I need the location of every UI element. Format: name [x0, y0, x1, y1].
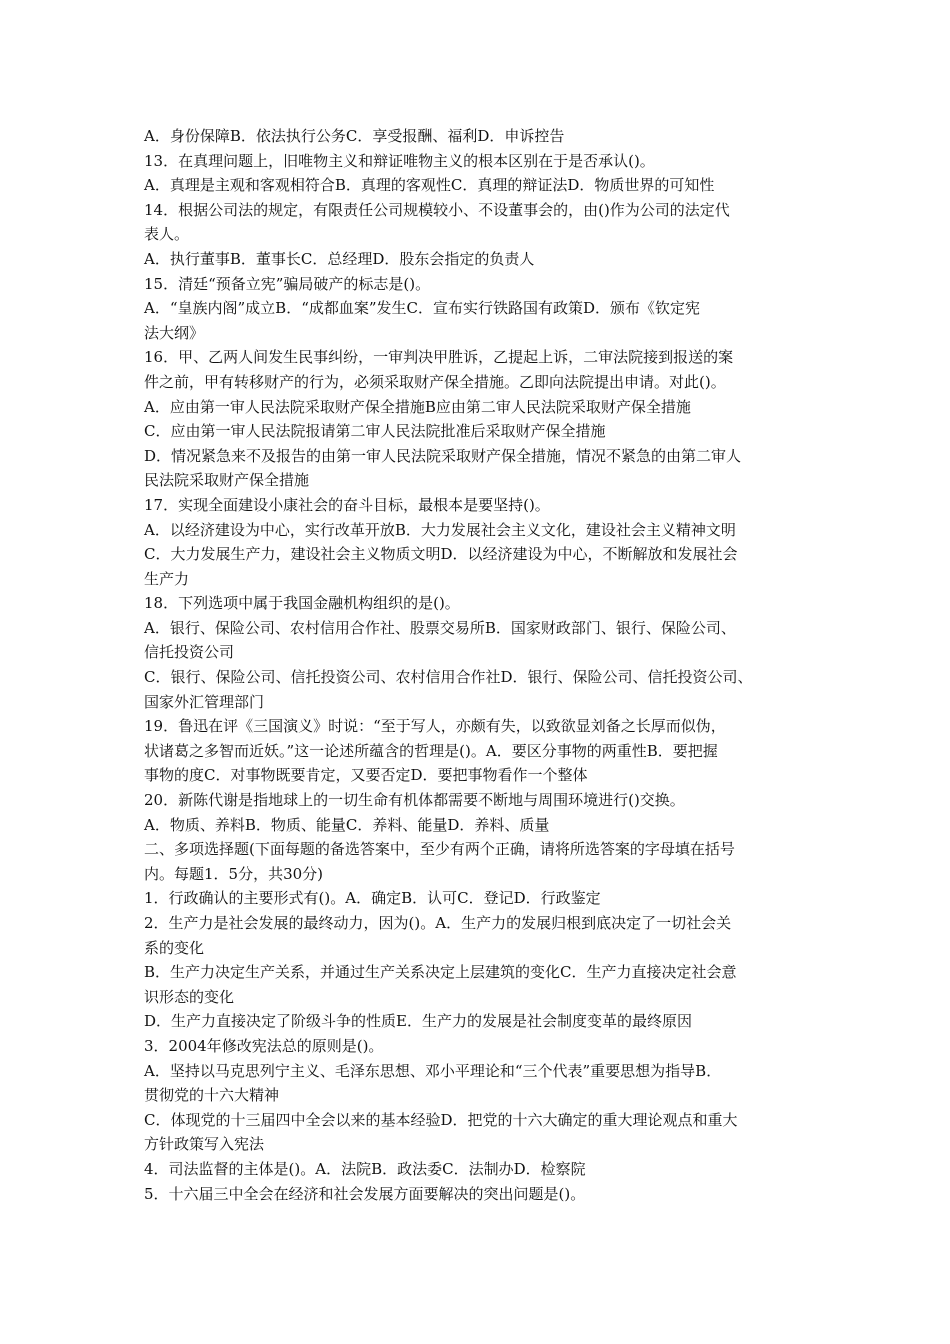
text-line: 识形态的变化: [144, 987, 235, 1006]
text-line: 二、多项选择题(下面每题的备选答案中，至少有两个正确，请将所选答案的字母填在括号: [144, 840, 735, 859]
text-line: 20．新陈代谢是指地球上的一切生命有机体都需要不断地与周围环境进行()交换。: [144, 791, 685, 810]
text-line: C．大力发展生产力，建设社会主义物质文明D．以经济建设为中心，不断解放和发展社会: [144, 545, 738, 564]
text-line: D．生产力直接决定了阶级斗争的性质E．生产力的发展是社会制度变革的最终原因: [144, 1012, 692, 1031]
text-line: A．物质、养料B．物质、能量C．养料、能量D．养料、质量: [144, 815, 550, 834]
text-line: 状诸葛之多智而近妖。”这一论述所蕴含的哲理是()。A．要区分事物的两重性B．要把握: [144, 741, 718, 760]
text-line: 系的变化: [144, 938, 205, 957]
text-line: A．身份保障B．依法执行公务C．享受报酬、福利D．申诉控告: [144, 127, 565, 145]
text-line: 18．下列选项中属于我国金融机构组织的是()。: [144, 594, 460, 613]
text-line: 贯彻党的十六大精神: [144, 1086, 280, 1105]
text-line: 信托投资公司: [144, 643, 235, 662]
document-body: [144, 124, 822, 1206]
text-line: 5．十六届三中全会在经济和社会发展方面要解决的突出问题是()。: [144, 1184, 586, 1203]
text-line: 16．甲、乙两人间发生民事纠纷，一审判决甲胜诉，乙提起上诉，二审法院接到报送的案: [144, 348, 734, 367]
text-line: 3．2004年修改宪法总的原则是()。: [144, 1036, 384, 1055]
text-line: B．生产力决定生产关系，并通过生产关系决定上层建筑的变化C．生产力直接决定社会意: [144, 963, 737, 982]
text-line: A．“皇族内阁”成立B．“成都血案”发生C．宣布实行铁路国有政策D．颁布《钦定宪: [144, 299, 701, 318]
text-line: 内。每题1．5分，共30分): [144, 864, 324, 883]
text-line: 1．行政确认的主要形式有()。A．确定B．认可C．登记D．行政鉴定: [144, 889, 601, 908]
text-line: A．执行董事B．董事长C．总经理D．股东会指定的负责人: [144, 249, 535, 268]
text-line: 法大纲》: [144, 323, 205, 342]
text-line: 方针政策写入宪法: [144, 1135, 265, 1154]
text-line: 生产力: [144, 569, 190, 588]
text-line: 4．司法监督的主体是()。A．法院B．政法委C．法制办D．检察院: [144, 1159, 586, 1178]
text-line: 表人。: [144, 225, 190, 244]
text-line: 民法院采取财产保全措施: [144, 471, 310, 490]
text-line: 2．生产力是社会发展的最终动力，因为()。A．生产力的发展归根到底决定了一切社会关: [144, 914, 732, 932]
text-line: 13．在真理问题上，旧唯物主义和辩证唯物主义的根本区别在于是否承认()。: [144, 151, 655, 170]
text-line: 14．根据公司法的规定，有限责任公司规模较小、不设董事会的，由()作为公司的法定代: [144, 200, 730, 219]
text-line: A．应由第一审人民法院采取财产保全措施B应由第二审人民法院采取财产保全措施: [144, 397, 691, 416]
text-line: A．银行、保险公司、农村信用合作社、股票交易所B．国家财政部门、银行、保险公司、: [144, 618, 736, 637]
text-line: C．应由第一审人民法院报请第二审人民法院批准后采取财产保全措施: [144, 422, 606, 441]
text-line: A．以经济建设为中心，实行改革开放B．大力发展社会主义文化，建设社会主义精神文明: [144, 520, 736, 539]
text-line: 19．鲁迅在评《三国演义》时说：“至于写人，亦颇有失，以致欲显刘备之长厚而似伪，: [144, 717, 726, 736]
text-line: 件之前，甲有转移财产的行为，必须采取财产保全措施。乙即向法院提出申请。对此()。: [144, 372, 726, 391]
text-line: D．情况紧急来不及报告的由第一审人民法院采取财产保全措施，情况不紧急的由第二审人: [144, 446, 742, 465]
text-line: 国家外汇管理部门: [144, 692, 265, 711]
text-line: A．坚持以马克思列宁主义、毛泽东思想、邓小平理论和“三个代表”重要思想为指导B．: [144, 1061, 722, 1080]
text-line: C．体现党的十三届四中全会以来的基本经验D．把党的十六大确定的重大理论观点和重大: [144, 1110, 738, 1129]
text-line: 15．清廷“预备立宪”骗局破产的标志是()。: [144, 274, 431, 293]
text-line: A．真理是主观和客观相符合B．真理的客观性C．真理的辩证法D．物质世界的可知性: [144, 176, 715, 195]
text-line: 17．实现全面建设小康社会的奋斗目标，最根本是要坚持()。: [144, 495, 550, 514]
text-line: C．银行、保险公司、信托投资公司、农村信用合作社D．银行、保险公司、信托投资公司、: [144, 668, 753, 687]
text-line: 事物的度C．对事物既要肯定，又要否定D．要把事物看作一个整体: [144, 766, 588, 785]
